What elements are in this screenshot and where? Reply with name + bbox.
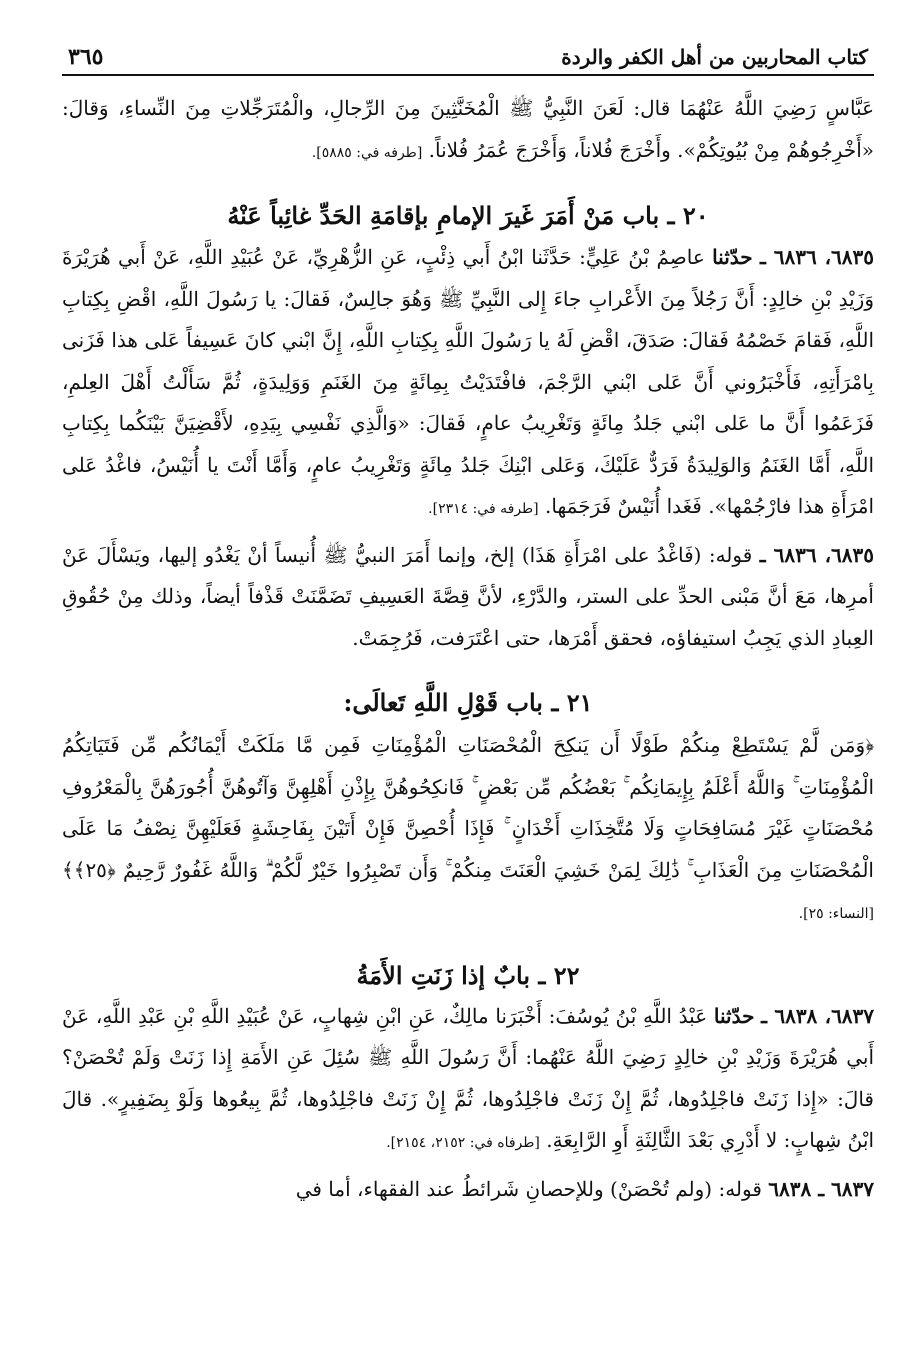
book-page	[62, 44, 874, 1210]
hadith-lead: حدّثنا	[712, 245, 753, 269]
hadith-6835	[62, 237, 874, 531]
commentary-text: قوله: (فَاغْدُ على امْرَأَةِ هَذَا) إلخ، وإنما أَمَرَ النبيُّ ﷺ أُنيساً أنْ يَغْدُو إليها، ويَسْأَلَ عَنْ أمرِها، مَعَ أنَّ مَبْنى الحدِّ على الستر، والدَّرْءِ، لأنَّ قِصَّةَ العَسِيفِ تَضَمَّنَتْ قَذْفاً أيضاً، وذلك مِنْ حُقُوقِ العِبادِ الذي يَجِبُ استيفاؤه، فحقق أَمْرَها، حتى اعْتَرَفت، فَرُجِمَتْ.	[62, 542, 874, 650]
commentary-6835	[62, 535, 874, 660]
hadith-text: عَبْدُ اللَّهِ بْنُ يُوسُفَ: أَخْبَرَنا مالِكٌ، عَنِ ابْنِ شِهابٍ، عَنْ عُبَيْدِ اللَّهِ بْنِ عَبْدِ اللَّهِ، عَنْ أَبي هُرَيْرَةَ وَزَيْدِ بْنِ خالِدٍ رَضِيَ اللَّهُ عَنْهُما: أَنَّ رَسُولَ اللَّهِ ﷺ سُئِلَ عَنِ الأَمَةِ إِذا زَنَتْ وَلَمْ تُحْصَنْ؟ قالَ: «إِذا زَنَتْ فاجْلِدُوها، ثُمَّ إِنْ زَنَتْ فاجْلِدُوها، ثُمَّ إِنْ زَنَتْ فاجْلِدُوها، ثُمَّ بِيعُوها وَلَوْ بِضَفِيرٍ». قالَ ابْنُ شِهابٍ: لا أَدْرِي بَعْدَ الثَّالِثَةِ أَوِ الرَّابِعَةِ.	[62, 1003, 874, 1152]
verse-text: ﴿وَمَن لَّمْ يَسْتَطِعْ مِنكُمْ طَوْلًا أَن يَنكِحَ الْمُحْصَنَاتِ الْمُؤْمِنَاتِ فَمِن مَّا مَلَكَتْ أَيْمَانُكُم مِّن فَتَيَاتِكُمُ الْمُؤْمِنَاتِ ۚ وَاللَّهُ أَعْلَمُ بِإِيمَانِكُم ۚ بَعْضُكُم مِّن بَعْضٍ ۚ فَانكِحُوهُنَّ بِإِذْنِ أَهْلِهِنَّ وَآتُوهُنَّ أُجُورَهُنَّ بِالْمَعْرُوفِ مُحْصَنَاتٍ غَيْرَ مُسَافِحَاتٍ وَلَا مُتَّخِذَاتِ أَخْدَانٍ ۚ فَإِذَا أُحْصِنَّ فَإِنْ أَتَيْنَ بِفَاحِشَةٍ فَعَلَيْهِنَّ نِصْفُ مَا عَلَى الْمُحْصَنَاتِ مِنَ الْعَذَابِ ۚ ذَٰلِكَ لِمَنْ خَشِيَ الْعَنَتَ مِنكُمْ ۚ وَأَن تَصْبِرُوا خَيْرٌ لَّكُمْ ۗ وَاللَّهُ غَفُورٌ رَّحِيمٌ ﴿٢٥﴾﴾	[62, 733, 874, 882]
quran-verse	[62, 725, 874, 936]
page-number: ٣٦٥	[68, 44, 104, 70]
commentary-number: ٦٨٣٧ ـ ٦٨٣٨	[768, 1176, 874, 1201]
hadith-text: عاصِمُ بْنُ عَلِيٍّ: حَدَّثَنا ابْنُ أَبي ذِئْبٍ، عَنِ الزُّهْرِيِّ، عَنْ عُبَيْدِ اللَّهِ، عَنْ أَبي هُرَيْرَةَ وَزَيْدِ بْنِ خالِدٍ: أَنَّ رَجُلاً مِنَ الأَعْرابِ جاءَ إِلى النَّبِيِّ ﷺ وَهُوَ جالِسٌ، فَقالَ: يا رَسُولَ اللَّهِ، اقْضِ بِكِتابِ اللَّهِ، فَقامَ خَصْمُهُ فَقالَ: صَدَقَ، اقْضِ لَهُ يا رَسُولَ اللَّهِ بِكِتابِ اللَّهِ، إِنَّ ابْني كانَ عَسِيفاً عَلى هذا فَزَنى بِامْرَأَتِهِ، فَأَخْبَرُوني أَنَّ عَلى ابْني الرَّجْمَ، فافْتَدَيْتُ بِمِائَةٍ مِنَ الغَنَمِ وَوَلِيدَةٍ، ثُمَّ سَأَلْتُ أَهْلَ العِلمِ، فَزَعَمُوا أَنَّ ما عَلى ابْني جَلدُ مِائَةٍ وَتَغْرِيبُ عامٍ، فَقالَ: «وَالَّذِي نَفْسِي بِيَدِهِ، لأَقْضِيَنَّ بَيْنَكُما بِكِتابِ اللَّهِ، أَمَّا الغَنَمُ وَالوَلِيدَةُ فَرَدٌّ عَلَيْكَ، وَعَلى ابْنِكَ جَلدُ مِائَةٍ وَتَغْرِيبُ عامٍ، وَأَمَّا أَنْتَ يا أُنَيْسُ، فاغْدُ عَلى امْرَأَةِ هذا فارْجُمْها». فَغَدا أُنَيْسٌ فَرَجَمَها.	[62, 245, 874, 518]
running-header	[62, 44, 874, 76]
book-title: كتاب المحاربين من أهل الكفر والردة	[561, 45, 868, 69]
hadith-text: عَبَّاسٍ رَضِيَ اللَّهُ عَنْهُمَا قال: لَعَنَ النَّبِيُّ ﷺ الْمُخَنَّثِينَ مِنَ الرِّجالِ، والْمُتَرَجِّلاتِ مِنَ النِّساءِ، وَقالَ: «أَخْرِجُوهُمْ مِنْ بُيُوتِكُمْ». وأَخْرَجَ فُلاناً، وَأَخْرَجَ عُمَرُ فُلاناً.	[62, 96, 875, 162]
chapter-heading-20: ٢٠ ـ باب مَنْ أَمَرَ غَيرَ الإمامِ بإقامَةِ الحَدِّ غائِباً عَنْهُ	[227, 201, 709, 230]
hadith-continuation	[62, 88, 874, 174]
chapter-heading-22: ٢٢ ـ بابٌ إذا زَنَتِ الأَمَةُ	[356, 960, 580, 990]
hadith-number: ٦٨٣٧، ٦٨٣٨ ـ	[761, 1003, 875, 1028]
cross-reference: [طرفه في: ٥٨٨٥].	[311, 144, 423, 161]
chapter-heading-21: ٢١ ـ باب قَوْلِ اللَّهِ تَعالَى:	[343, 688, 593, 717]
verse-reference: [النساء: ٢٥].	[798, 906, 874, 922]
hadith-6837	[62, 996, 874, 1165]
hadith-lead: حدّثنا	[713, 1003, 755, 1028]
commentary-6837	[62, 1169, 874, 1211]
cross-reference: [طرفه في: ٢٣١٤].	[428, 501, 539, 517]
hadith-number: ٦٨٣٥، ٦٨٣٦ ـ	[759, 245, 875, 269]
commentary-number: ٦٨٣٥، ٦٨٣٦ ـ	[759, 542, 875, 567]
commentary-text: قوله: (ولم تُحْصَنْ) وللإحصانِ شَرائطُ عند الفقهاء، أما في	[295, 1176, 762, 1201]
cross-reference: [طرفاه في: ٢١٥٢، ٢١٥٤].	[386, 1135, 540, 1151]
